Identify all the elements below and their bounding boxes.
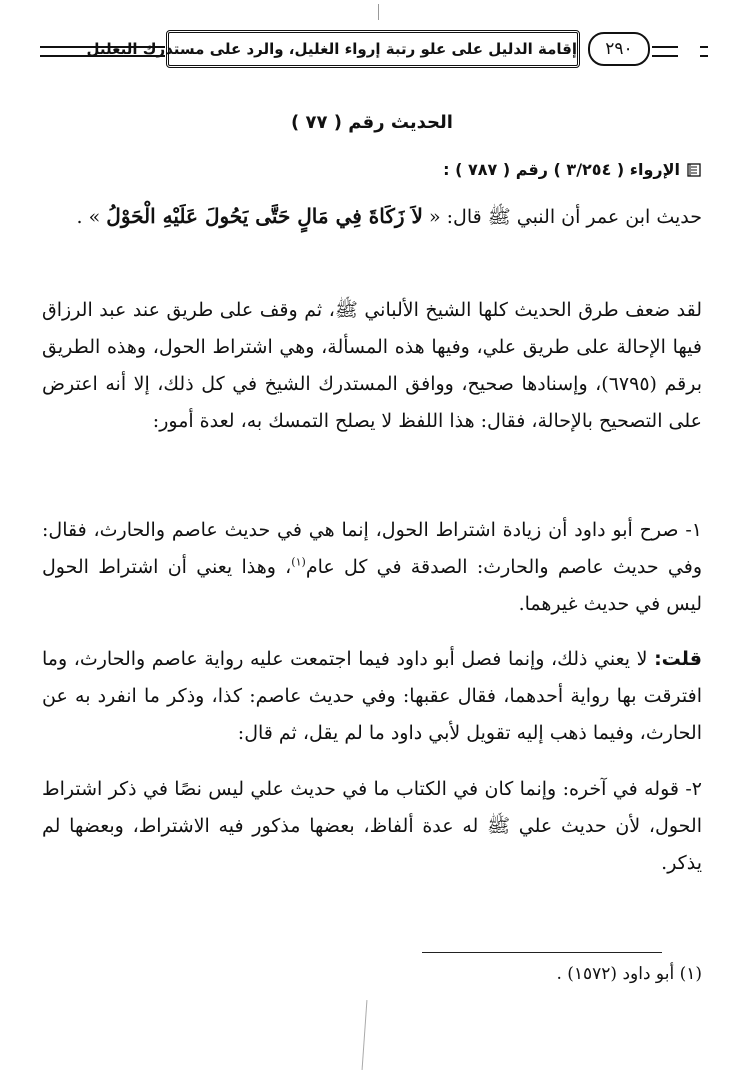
paragraph-2 bbox=[42, 512, 702, 623]
source-reference bbox=[42, 160, 702, 182]
running-header bbox=[40, 30, 708, 72]
source-text: الإرواء ( ٣/٢٥٤ ) رقم ( ٧٨٧ ) : bbox=[443, 160, 680, 179]
book-icon bbox=[686, 162, 702, 182]
hadith-heading: الحديث رقم ( ٧٧ ) bbox=[291, 112, 453, 133]
paragraph-2-text: ١- صرح أبو داود أن زيادة اشتراط الحول، إنما هي في حديث عاصم والحارث، فقال: وفي حديث عاصم والحارث: الصدقة في كل عام bbox=[42, 519, 702, 578]
paragraph-1: لقد ضعف طرق الحديث كلها الشيخ الألباني ﷺ، ثم وقف على طريق عند عبد الرزاق فيها الإحالة على طريق علي، وفيها هذه المسألة، وهي اشتراط الحول، وهذه الطريق برقم (٦٧٩٥)، وإسنادها صحيح، ووافق المستدرك الشيخ في كل ذلك، إلا أنه اعترض على التصحيح بالإحالة، فقال: هذا اللفظ لا يصلح التمسك به، لعدة أمور: bbox=[42, 299, 702, 432]
footnote-divider bbox=[422, 952, 662, 953]
book-title: إقامة الدليل على علو رتبة إرواء الغليل، والرد على مستدرك التعليل bbox=[166, 30, 580, 68]
footnote-reference[interactable]: (١) bbox=[291, 555, 306, 569]
qultu-label: قلت: bbox=[654, 648, 702, 670]
page-number: ٢٩٠ bbox=[588, 32, 650, 66]
scan-artifact bbox=[378, 4, 379, 20]
hadith-paragraph bbox=[42, 198, 702, 236]
footnote: (١) أبو داود (١٥٧٢) . bbox=[556, 964, 702, 984]
hadith-intro: حديث ابن عمر أن النبي ﷺ قال: « bbox=[428, 206, 702, 228]
paragraph-3-text: لا يعني ذلك، وإنما فصل أبو داود فيما اجتمعت عليه رواية عاصم والحارث، وما افترقت بها رواية أحدهما، فقال عقبها: وفي حديث عاصم: كذا، وذكر ما انفرد به عن الحارث، وفيما ذهب إليه تقويل لأبي داود ما لم يقل، ثم قال: bbox=[42, 648, 702, 744]
paragraph-2-text-end: ، وهذا يعني أن اشتراط الحول ليس في حديث غيرهما. bbox=[42, 556, 702, 615]
scan-artifact bbox=[362, 1000, 368, 1070]
hadith-text: لاَ زَكَاةَ فِي مَالٍ حَتَّى يَحُولَ عَلَيْهِ الْحَوْلُ bbox=[106, 204, 423, 228]
header-rule bbox=[652, 46, 678, 57]
paragraph-3 bbox=[42, 641, 702, 752]
header-rule bbox=[700, 46, 708, 57]
hadith-close: » . bbox=[76, 206, 101, 228]
paragraph-4: ٢- قوله في آخره: وإنما كان في الكتاب ما في حديث علي ليس نصًا في ذكر اشتراط الحول، لأن حديث علي ﷺ له عدة ألفاظ، بعضها مذكور فيه الاشتراط، وبعضها لم يذكر. bbox=[42, 778, 702, 874]
